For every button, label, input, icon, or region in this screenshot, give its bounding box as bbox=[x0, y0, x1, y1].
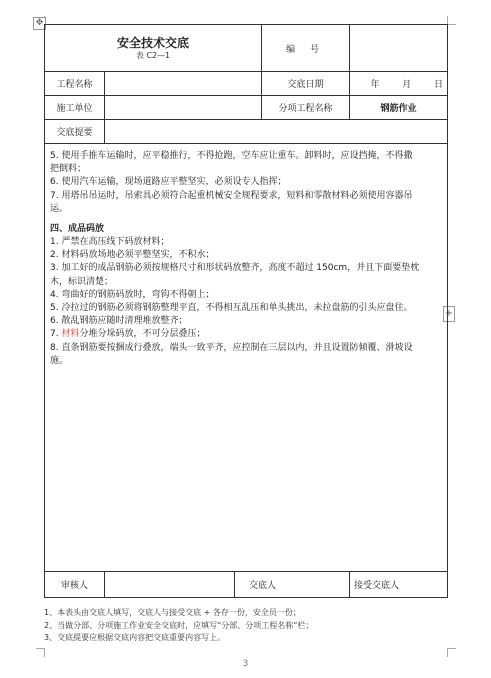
month-label: 月 bbox=[402, 80, 412, 90]
form-number: 表 C2—1 bbox=[135, 50, 171, 60]
receiver-label: 接受交底人 bbox=[354, 581, 400, 591]
discloser-label: 交底人 bbox=[249, 581, 277, 591]
content-line: 6. 使用汽车运输，现场道路应平整坚实，必须设专人指挥； bbox=[50, 177, 287, 188]
item-number: 7. bbox=[50, 329, 62, 340]
receiver-cell[interactable] bbox=[350, 572, 448, 598]
table-move-handle-icon[interactable]: ✥ bbox=[33, 17, 46, 30]
construction-unit-field[interactable] bbox=[105, 96, 262, 120]
reviewer-label: 审核人 bbox=[45, 572, 105, 598]
number-field[interactable] bbox=[350, 25, 448, 72]
list-item: 3. 加工好的成品钢筋必须按规格尺寸和形状码放整齐，高度不超过 150cm，并且下面要垫枕 bbox=[50, 263, 420, 274]
sub-project-label: 分项工程名称 bbox=[262, 96, 350, 120]
disclosure-date-field[interactable] bbox=[350, 72, 448, 96]
item-text: 分堆分垛码放，不可分层叠压； bbox=[79, 329, 206, 340]
list-item: 5. 冷拉过的钢筋必须将钢筋整理平直，不得相互乱压和单头挑出，未拉盘筋的引头应盘住。 bbox=[50, 303, 413, 314]
footnotes bbox=[44, 607, 454, 645]
list-item: 8. 直条钢筋要按捆成行叠放，端头一致平齐，应控制在三层以内，并且设置防倾覆、滑坡设 bbox=[50, 342, 413, 353]
footnote: 3、交底提要应根据交底内容把交底重要内容写上。 bbox=[44, 633, 226, 642]
content-line: 7. 用塔吊吊运时，吊索具必须符合起重机械安全规程要求，短料和零散材料必须使用容器吊 bbox=[50, 190, 413, 201]
title-cell bbox=[45, 25, 262, 72]
content-line: 运。 bbox=[50, 203, 69, 214]
highlighted-text: 材料 bbox=[61, 329, 80, 340]
list-item: 木，标识清楚； bbox=[50, 276, 114, 287]
list-item bbox=[50, 328, 442, 341]
day-label: 日 bbox=[434, 80, 444, 90]
page-number: 3 bbox=[242, 659, 249, 669]
margin-corner-mark bbox=[36, 648, 45, 657]
list-item: 4. 弯曲好的钢筋码放时，弯钩不得朝上； bbox=[50, 289, 215, 300]
list-item: 1. 严禁在高压线下码放材料； bbox=[50, 237, 170, 248]
construction-unit-label: 施工单位 bbox=[45, 96, 105, 120]
disclosure-table bbox=[44, 24, 448, 598]
content-line: 5. 使用手推车运输时，应平稳推行，不得抢跑，空车应让重车。卸料时，应设挡掩，不得撒 bbox=[50, 151, 413, 161]
content-area[interactable] bbox=[45, 144, 448, 572]
footnote: 2、当做分部、分项施工作业安全交底时，应填写“分部、分项工程名称”栏； bbox=[44, 620, 314, 630]
year-label: 年 bbox=[370, 80, 380, 90]
project-name-label: 工程名称 bbox=[45, 72, 105, 96]
margin-corner-mark bbox=[447, 16, 456, 25]
project-name-field[interactable] bbox=[105, 72, 262, 96]
content-line: 把倒料； bbox=[50, 164, 87, 175]
discloser-cell[interactable] bbox=[235, 572, 350, 598]
add-column-icon[interactable]: + bbox=[443, 306, 455, 322]
list-item: 2. 材料码放场地必须平整坚实，不积水； bbox=[50, 250, 215, 261]
reviewer-field[interactable] bbox=[105, 572, 235, 598]
summary-field[interactable] bbox=[105, 120, 448, 144]
section-heading: 四、成品码放 bbox=[50, 224, 105, 235]
page-title: 安全技术交底 bbox=[117, 35, 190, 50]
margin-corner-mark bbox=[447, 648, 456, 657]
list-item: 施。 bbox=[50, 355, 69, 366]
list-item: 6. 散乱钢筋应随时清理堆放整齐； bbox=[50, 316, 188, 327]
number-label: 编 号 bbox=[262, 25, 350, 72]
summary-label: 交底提要 bbox=[45, 120, 105, 144]
sub-project-value[interactable]: 钢筋作业 bbox=[350, 96, 448, 120]
footnote: 1、本表头由交底人填写，交底人与接受交底 + 各存一份，安全员一份； bbox=[44, 608, 301, 617]
disclosure-date-label: 交底日期 bbox=[262, 72, 350, 96]
